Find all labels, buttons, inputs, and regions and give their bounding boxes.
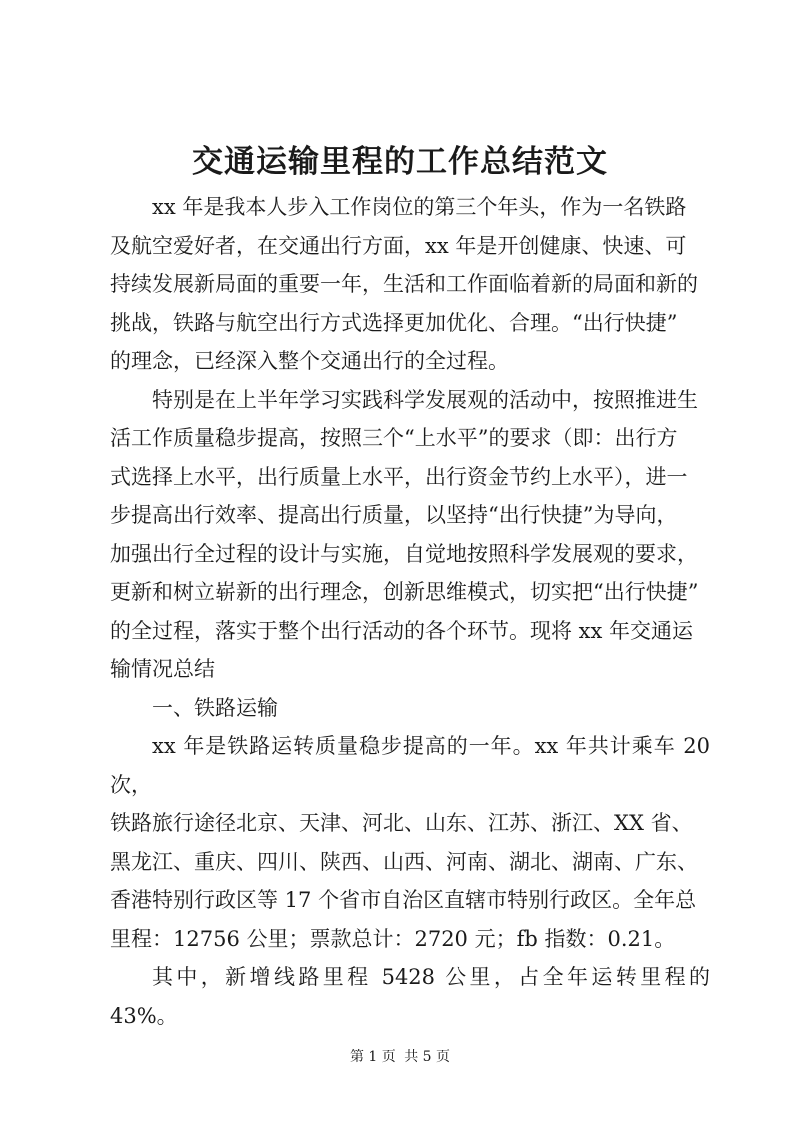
paragraph-scientific-development: 特别是在上半年学习实践科学发展观的活动中，按照推进生 活工作质量稳步提高，按照三个“上水平”的要求（即：出行方 式选择上水平，出行质量上水平，出行资金节约上水平），进一 步提高出行效率、提高出行质量，以坚持“出行快捷”为导向， 加强出行全过程的设计与实施，自觉地按照科学发展观的要求， 更新和树立崭新的出行理念，创新思维模式，切实把“出行快捷” 的全过程，落实于整个出行活动的各个环节。现将 xx 年交通运 输情况总结: [110, 387, 699, 681]
document-title: 交通运输里程的工作总结范文: [192, 144, 608, 180]
section-heading-railway: 一、铁路运输: [152, 695, 278, 720]
paragraph-railway-summary: xx 年是铁路运转质量稳步提高的一年。xx 年共计乘车 20 次， 铁路旅行途径北京、天津、河北、山东、江苏、浙江、XX 省、 黑龙江、重庆、四川、陕西、山西、河南、湖北、湖南、广东、 香港特别行政区等 17 个省市自治区直辖市特别行政区。全年总 里程：12756 公里；票款总计：2720 元；fb 指数：0.21。: [110, 734, 710, 951]
page-total: 共 5 页: [404, 1049, 451, 1065]
document-body: [110, 188, 710, 1035]
paragraph-intro: xx 年是我本人步入工作岗位的第三个年头，作为一名铁路 及航空爱好者，在交通出行方面，xx 年是开创健康、快速、可 持续发展新局面的重要一年，生活和工作面临着新的局面和新的 挑战，铁路与航空出行方式选择更加优化、合理。“出行快捷” 的理念，已经深入整个交通出行的全过程。: [110, 195, 698, 373]
page-number: 第 1 页: [349, 1049, 396, 1065]
paragraph-new-routes: 其中，新增线路里程 5428 公里，占全年运转里程的 43%。: [110, 965, 710, 1028]
page-footer: [0, 1047, 800, 1067]
